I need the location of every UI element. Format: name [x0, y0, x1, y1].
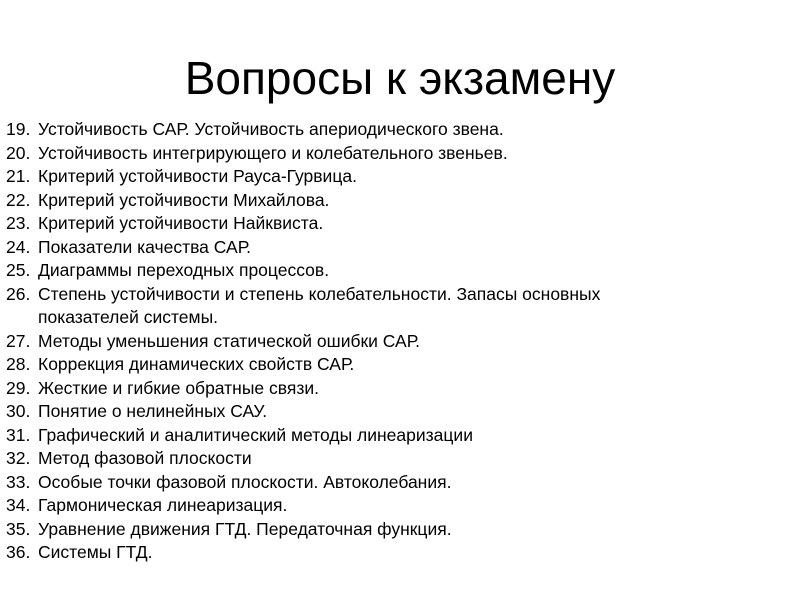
question-number: 31.: [6, 424, 31, 445]
question-number: 19.: [6, 119, 31, 139]
list-item: [6, 189, 696, 213]
question-text: Диаграммы переходных процессов.: [38, 260, 330, 280]
question-number: 34.: [6, 495, 31, 515]
question-number: 32.: [6, 448, 31, 468]
question-number: 29.: [6, 377, 31, 398]
question-number: 26.: [6, 283, 31, 304]
question-number: 25.: [6, 260, 31, 280]
question-number: 22.: [6, 189, 31, 210]
list-item: [6, 259, 696, 283]
list-item: [6, 424, 696, 448]
question-number: 27.: [6, 330, 31, 351]
question-text: Системы ГТД.: [38, 542, 153, 562]
question-text: Уравнение движения ГТД. Передаточная функция.: [38, 518, 452, 539]
question-number: 20.: [6, 142, 31, 163]
question-text: Понятие о нелинейных САУ.: [38, 401, 268, 421]
slide-title: Вопросы к экзамену: [184, 52, 616, 104]
list-item: [6, 518, 696, 542]
question-number: 33.: [6, 471, 31, 492]
question-text: Устойчивость САР. Устойчивость апериодического звена.: [38, 119, 504, 139]
list-item: [6, 377, 696, 401]
question-text: Критерий устойчивости Рауса-Гурвица.: [38, 166, 357, 186]
list-item: [6, 494, 696, 518]
question-text: Методы уменьшения статической ошибки САР.: [38, 330, 420, 351]
question-text: Показатели качества САР.: [38, 236, 251, 257]
question-text: Критерий устойчивости Михайлова.: [38, 189, 330, 210]
list-item: [6, 541, 696, 565]
question-number: 36.: [6, 542, 31, 562]
question-text: Особые точки фазовой плоскости. Автоколебания.: [38, 471, 452, 492]
question-number: 21.: [6, 166, 31, 186]
list-item: [6, 212, 696, 236]
question-text: Коррекция динамических свойств САР.: [38, 354, 355, 374]
question-text: Графический и аналитический методы линеаризации: [38, 424, 473, 445]
question-number: 23.: [6, 213, 31, 233]
question-text: Устойчивость интегрирующего и колебательного звеньев.: [38, 142, 508, 163]
question-text: Жесткие и гибкие обратные связи.: [38, 377, 319, 398]
list-item: [6, 283, 696, 330]
question-number: 24.: [6, 236, 31, 257]
list-item: [6, 353, 696, 377]
question-number: 30.: [6, 401, 31, 421]
question-text: Гармоническая линеаризация.: [38, 495, 288, 515]
exam-question-list: [6, 118, 696, 565]
question-text: Степень устойчивости и степень колебательности. Запасы основных показателей системы.: [38, 283, 601, 327]
list-item: [6, 400, 696, 424]
question-number: 28.: [6, 354, 31, 374]
list-item: [6, 471, 696, 495]
question-number: 35.: [6, 518, 31, 539]
list-item: [6, 447, 696, 471]
list-item: [6, 236, 696, 260]
list-item: [6, 330, 696, 354]
question-text: Критерий устойчивости Найквиста.: [38, 213, 324, 233]
list-item: [6, 118, 696, 142]
question-text: Метод фазовой плоскости: [38, 448, 252, 468]
list-item: [6, 142, 696, 166]
list-item: [6, 165, 696, 189]
